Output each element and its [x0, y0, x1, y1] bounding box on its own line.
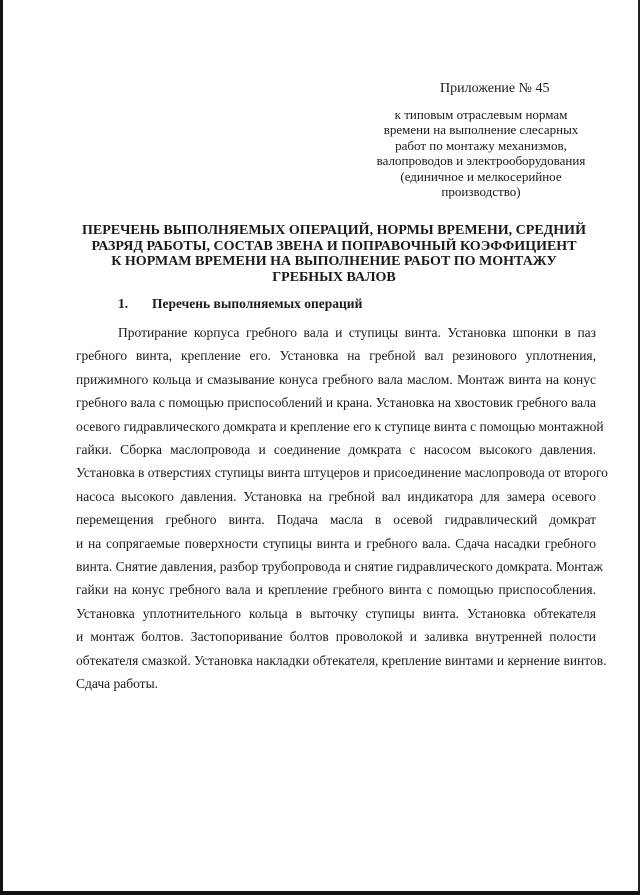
document-title-line: РАЗРЯД РАБОТЫ, СОСТАВ ЗВЕНА И ПОПРАВОЧНЫЙ КОЭФФИЦИЕНТ	[91, 238, 577, 254]
section-heading-text: Перечень выполняемых операций	[152, 296, 363, 311]
appendix-description-line: (единичное и мелкосерийное	[400, 168, 562, 184]
document-title	[62, 223, 606, 285]
paragraph-line: Установка в отверстиях ступицы винта штуцеров и присоединение маслопровода от второго	[76, 465, 608, 481]
paragraph-line: Установка уплотнительного кольца в выточку ступицы винта. Установка обтекателя	[76, 605, 596, 621]
paragraph-line: насоса высокого давления. Установка на гребной вал индикатора для замера осевого	[76, 488, 596, 504]
appendix-description-line: работ по монтажу механизмов,	[395, 137, 567, 153]
appendix-description-line: времени на выполнение слесарных	[383, 122, 579, 138]
paragraph-line: гребного винта, крепление его. Установка на гребной вал резинового уплотнения,	[76, 348, 596, 364]
section-heading	[118, 295, 362, 313]
paragraph-line: и монтаж болтов. Застопоривание болтов проволокой и заливка внутренней полости	[76, 629, 596, 645]
paragraph-line: Сдача работы.	[76, 676, 159, 692]
paragraph-line: гайки. Сборка маслопровода и соединение домкрата с насосом высокого давления.	[76, 442, 596, 458]
appendix-description	[358, 107, 604, 199]
paragraph-line: Протирание корпуса гребного вала и ступицы винта. Установка шпонки в паз	[118, 325, 596, 340]
document-title-line: ГРЕБНЫХ ВАЛОВ	[272, 269, 396, 285]
appendix-description-line: к типовым отраслевым нормам	[394, 107, 568, 122]
scan-border-bottom	[0, 891, 640, 895]
document-title-line: К НОРМАМ ВРЕМЕНИ НА ВЫПОЛНЕНИЕ РАБОТ ПО МОНТАЖУ	[111, 254, 557, 270]
paragraph-line: гребного вала с помощью приспособлений и крана. Установка на хвостовик гребного вала	[76, 395, 596, 411]
operations-paragraph	[76, 321, 608, 696]
paragraph-line: обтекателя смазкой. Установка накладки обтекателя, крепление винтами и кернение винтов.	[76, 652, 607, 668]
paragraph-line: винта. Снятие давления, разбор трубопровода и снятие гидравлического домкрата. Монтаж	[76, 559, 603, 575]
paragraph-line: перемещения гребного винта. Подача масла в осевой гидравлический домкрат	[76, 512, 596, 528]
paragraph-line: осевого гидравлического домкрата и крепление его к ступице винта с помощью монтажной	[76, 418, 604, 434]
paragraph-line: гайки на конус гребного вала и крепление гребного винта с помощью приспособления.	[76, 582, 596, 598]
document-title-line: ПЕРЕЧЕНЬ ВЫПОЛНЯЕМЫХ ОПЕРАЦИЙ, НОРМЫ ВРЕМЕНИ, СРЕДНИЙ	[82, 223, 586, 238]
appendix-description-line: валопроводов и электрооборудования	[376, 153, 586, 169]
paragraph-line: прижимного кольца и смазывание конуса гребного вала маслом. Монтаж винта на конус	[76, 371, 596, 387]
appendix-number: Приложение № 45	[440, 81, 550, 96]
paragraph-line: и на сопрягаемые поверхности ступицы винта и гребного вала. Сдача насадки гребного	[76, 535, 596, 551]
appendix-description-line: производство)	[441, 184, 521, 200]
scan-border-left	[0, 0, 3, 895]
section-number: 1.	[118, 296, 129, 311]
